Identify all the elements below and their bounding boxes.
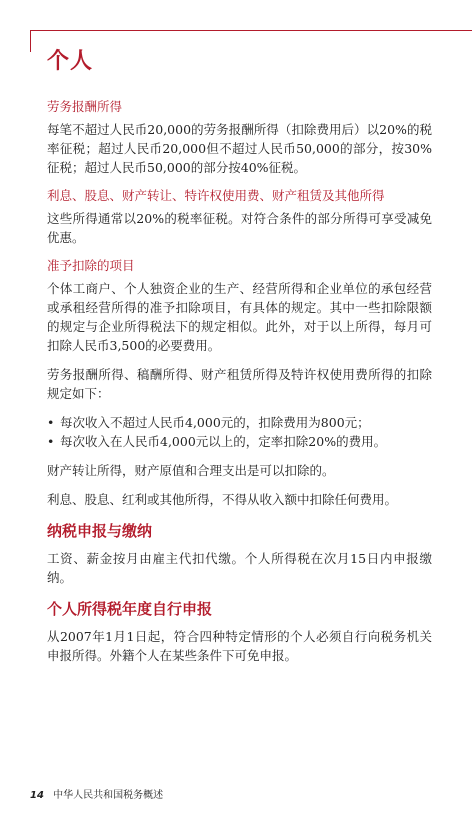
deductions-text-2: 劳务报酬所得、稿酬所得、财产租赁所得及特许权使用费所得的扣除规定如下： <box>47 367 432 401</box>
document-body <box>47 98 432 675</box>
page-title: 个人 <box>47 48 94 74</box>
annual-filing-heading: 个人所得税年度自行申报 <box>47 600 213 618</box>
page-number: 14 <box>30 790 44 801</box>
filing-text: 工资、薪金按月由雇主代扣代缴。个人所得税在次月15日内申报缴纳。 <box>47 551 432 585</box>
deductions-heading: 准予扣除的项目 <box>47 258 135 273</box>
labor-income-heading: 劳务报酬所得 <box>47 99 123 114</box>
interest-income-heading: 利息、股息、财产转让、特许权使用费、财产租赁及其他所得 <box>47 188 385 203</box>
filing-heading: 纳税申报与缴纳 <box>47 522 153 540</box>
document-title: 中华人民共和国税务概述 <box>53 790 164 801</box>
deductions-bullet-list <box>47 413 432 451</box>
deductions-text-3: 财产转让所得，财产原值和合理支出是可以扣除的。 <box>47 463 335 478</box>
interest-income-text: 这些所得通常以20%的税率征税。对符合条件的部分所得可享受减免优惠。 <box>47 211 432 245</box>
annual-filing-text: 从2007年1月1日起，符合四种特定情形的个人必须自行向税务机关申报所得。外籍个人在某些条件下可免申报。 <box>47 629 432 663</box>
deductions-bullet-2: • 每次收入在人民币4,000元以上的，定率扣除20%的费用。 <box>47 432 432 451</box>
page-footer <box>30 786 163 801</box>
deductions-bullet-1: • 每次收入不超过人民币4,000元的，扣除费用为800元； <box>47 413 432 432</box>
header-rule <box>30 30 472 31</box>
deductions-text-1: 个体工商户、个人独资企业的生产、经营所得和企业单位的承包经营或承租经营所得的准予扣除项目，有具体的规定。其中一些扣除限额的规定与企业所得税法下的规定相似。此外，对于以上所得，每月可扣除人民币3,500的必要费用。 <box>47 281 432 353</box>
deductions-text-4: 利息、股息、红利或其他所得，不得从收入额中扣除任何费用。 <box>47 492 398 507</box>
header-corner-mark <box>30 30 31 52</box>
labor-income-text: 每笔不超过人民币20,000的劳务报酬所得（扣除费用后）以20%的税率征税；超过人民币20,000但不超过人民币50,000的部分，按30%征税；超过人民币50,000的部分按40%征税。 <box>47 122 432 175</box>
